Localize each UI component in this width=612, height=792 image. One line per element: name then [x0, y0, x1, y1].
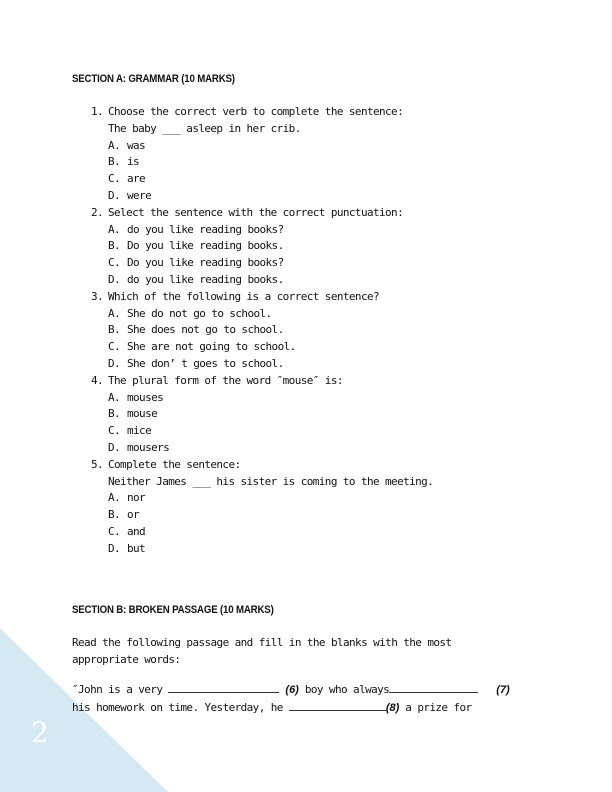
passage-line-1: ″John is a very (6) boy who always (7) [72, 683, 510, 696]
blank-7-field[interactable] [389, 682, 478, 693]
blank-7-label: (7) [496, 684, 510, 696]
option-d: D. She don’ t goes to school. [108, 356, 284, 370]
broken-passage [72, 681, 510, 717]
option-a: A. nor [108, 491, 146, 505]
section-b-title: SECTION B: BROKEN PASSAGE (10 MARKS) [72, 604, 274, 616]
option-c: C. mice [108, 424, 152, 438]
option-a: A. mouses [108, 390, 164, 404]
passage-line-2: his homework on time. Yesterday, he (8) a prize for [72, 701, 472, 714]
option-d: D. mousers [108, 440, 170, 454]
option-b: B. She does not go to school. [108, 323, 284, 337]
question-sentence: The baby ___ asleep in her crib. [108, 121, 301, 135]
option-b: B. is [108, 155, 140, 169]
question-3 [91, 289, 433, 373]
blank-8-field[interactable] [289, 700, 386, 711]
option-d: D. do you like reading books. [108, 272, 284, 286]
question-sentence: Neither James ___ his sister is coming to the meeting. [108, 474, 434, 488]
option-b: B. mouse [108, 407, 158, 421]
question-prompt: Which of the following is a correct sentence? [108, 289, 380, 303]
blank-6-label: (6) [285, 684, 299, 696]
option-b: B. or [108, 508, 140, 522]
option-a: A. was [108, 138, 146, 152]
question-number: 4. [91, 373, 104, 387]
question-number: 5. [91, 457, 104, 471]
question-5 [91, 457, 433, 558]
option-d: D. but [108, 541, 146, 555]
question-1 [91, 104, 433, 205]
question-2 [91, 205, 433, 289]
option-c: C. Do you like reading books? [108, 256, 284, 270]
blank-6-field[interactable] [168, 682, 279, 693]
question-number: 3. [91, 289, 104, 303]
option-c: C. and [108, 524, 146, 538]
option-a: A. do you like reading books? [108, 222, 284, 236]
instructions-line-2: appropriate words: [72, 653, 181, 666]
question-prompt: The plural form of the word ″mouse″ is: [108, 373, 343, 387]
question-prompt: Complete the sentence: [108, 457, 241, 471]
option-c: C. are [108, 172, 146, 186]
passage-instructions [72, 634, 451, 668]
question-4 [91, 373, 433, 457]
option-d: D. were [108, 188, 152, 202]
option-b: B. Do you like reading books. [108, 239, 284, 253]
page-number: 2 [31, 716, 49, 749]
question-prompt: Select the sentence with the correct punctuation: [108, 205, 404, 219]
question-number: 2. [91, 205, 104, 219]
grammar-question-list [91, 104, 433, 558]
instructions-line-1: Read the following passage and fill in the blanks with the most [72, 636, 452, 649]
blank-8-label: (8) [385, 702, 400, 714]
section-a-title: SECTION A: GRAMMAR (10 MARKS) [72, 73, 235, 85]
question-prompt: Choose the correct verb to complete the sentence: [108, 105, 404, 118]
question-number: 1. [91, 105, 104, 118]
option-a: A. She do not go to school. [108, 306, 272, 320]
option-c: C. She are not going to school. [108, 340, 296, 354]
